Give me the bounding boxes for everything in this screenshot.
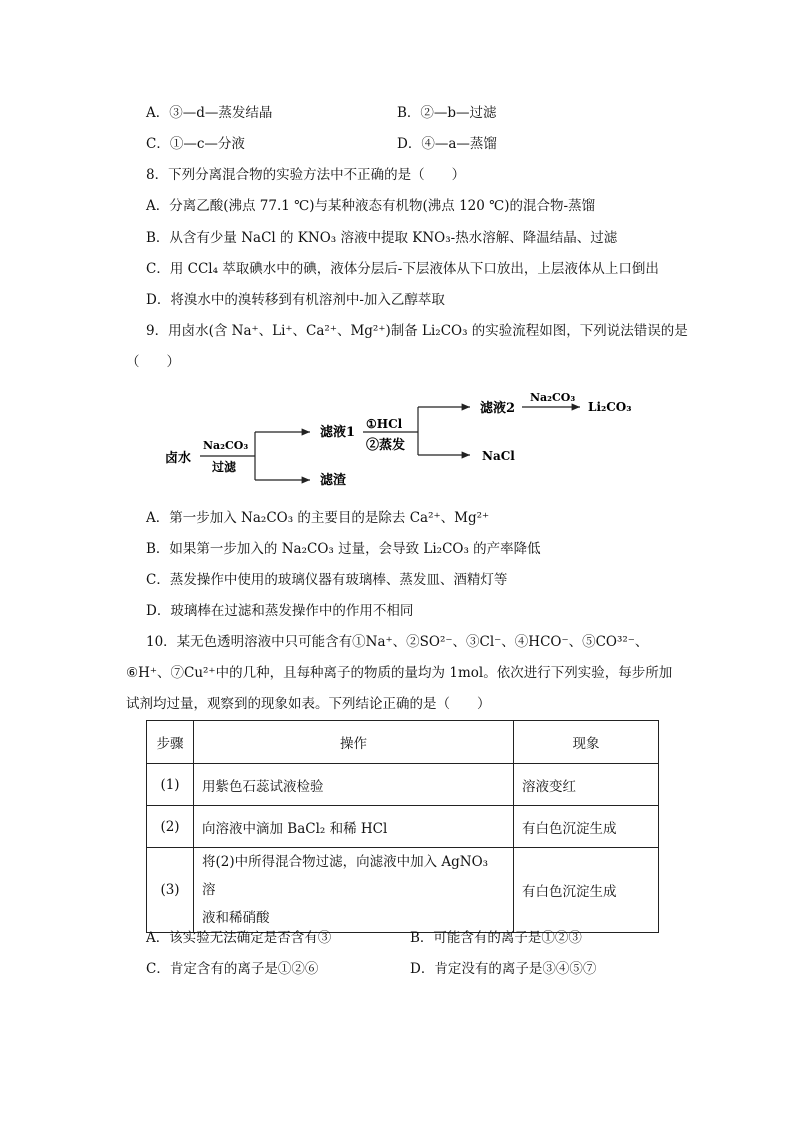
flow-residue: 滤渣 (320, 473, 347, 488)
q10-option-d: D．肯定没有的离子是③④⑤⑦ (410, 961, 597, 977)
table-cell-step: (2) (147, 806, 194, 848)
q7-option-d: D．④—a—蒸馏 (397, 136, 497, 152)
q9-stem: 9．用卤水(含 Na⁺、Li⁺、Ca²⁺、Mg²⁺)制备 Li₂CO₃ 的实验流程如图，下列说法错误的是 (146, 323, 688, 339)
q10-option-c: C．肯定含有的离子是①②⑥ (146, 961, 319, 977)
q9-option-a: A．第一步加入 Na₂CO₃ 的主要目的是除去 Ca²⁺、Mg²⁺ (146, 510, 490, 526)
flow-step2: ②蒸发 (366, 438, 406, 453)
q10-stem-line3: 试剂均过量，观察到的现象如表。下列结论正确的是（ ） (126, 696, 491, 712)
q9-flow-diagram (160, 385, 640, 495)
flow-byproduct: NaCl (482, 449, 515, 463)
flow-reagent1: Na₂CO₃ (203, 439, 249, 452)
q10-stem-line2: ⑥H⁺、⑦Cu²⁺中的几种，且每种离子的物质的量均为 1mol。依次进行下列实验，每步所加 (126, 665, 673, 681)
q7-option-c: C．①—c—分液 (146, 136, 245, 152)
table-cell-op: 用紫色石蕊试液检验 (194, 764, 514, 806)
q10-table (146, 720, 659, 933)
q7-option-a: A．③—d—蒸发结晶 (146, 105, 273, 121)
q9-stem-paren: （ ） (126, 354, 180, 370)
q8-option-b: B．从含有少量 NaCl 的 KNO₃ 溶液中提取 KNO₃-热水溶解、降温结晶、过滤 (146, 230, 618, 246)
flow-start: 卤水 (165, 451, 192, 466)
flow-product: Li₂CO₃ (588, 400, 632, 414)
q10-option-a: A．该实验无法确定是否含有③ (146, 930, 332, 946)
table-cell-op (194, 848, 514, 933)
flow-filtrate2: 滤液2 (480, 401, 516, 416)
table-row (147, 806, 659, 848)
table-cell-step: (3) (147, 848, 194, 933)
table-cell-result: 有白色沉淀生成 (514, 848, 659, 933)
q10-option-b: B．可能含有的离子是①②③ (410, 930, 582, 946)
table-row (147, 764, 659, 806)
flow-reagent2: Na₂CO₃ (530, 391, 576, 404)
q10-stem-line1: 10．某无色透明溶液中只可能含有①Na⁺、②SO²⁻、③Cl⁻、④HCO⁻、⑤CO³²⁻、 (146, 634, 649, 650)
table-cell-result: 溶液变红 (514, 764, 659, 806)
flow-step1: ①HCl (366, 417, 403, 431)
table-cell-op-line1: 将(2)中所得混合物过滤，向滤液中加入 AgNO₃ 溶 (202, 854, 489, 898)
q9-option-c: C．蒸发操作中使用的玻璃仪器有玻璃棒、蒸发皿、酒精灯等 (146, 572, 508, 588)
table-row (147, 848, 659, 933)
table-cell-op-line2: 液和稀硝酸 (202, 910, 270, 926)
table-cell-step: (1) (147, 764, 194, 806)
table-header-op: 操作 (194, 721, 514, 764)
table-header-row (147, 721, 659, 764)
flow-op1: 过滤 (212, 460, 237, 474)
q8-option-a: A．分离乙酸(沸点 77.1 ℃)与某种液态有机物(沸点 120 ℃)的混合物-蒸馏 (146, 198, 596, 214)
table-header-result: 现象 (514, 721, 659, 764)
flow-filtrate1: 滤液1 (320, 425, 356, 440)
q8-option-c: C．用 CCl₄ 萃取碘水中的碘，液体分层后-下层液体从下口放出，上层液体从上口倒出 (146, 261, 659, 277)
q7-option-b: B．②—b—过滤 (397, 105, 497, 121)
table-header-step: 步骤 (147, 721, 194, 764)
q8-stem: 8．下列分离混合物的实验方法中不正确的是（ ） (146, 167, 466, 183)
table-cell-result: 有白色沉淀生成 (514, 806, 659, 848)
q9-option-d: D．玻璃棒在过滤和蒸发操作中的作用不相同 (146, 603, 414, 619)
table-cell-op: 向溶液中滴加 BaCl₂ 和稀 HCl (194, 806, 514, 848)
q9-option-b: B．如果第一步加入的 Na₂CO₃ 过量，会导致 Li₂CO₃ 的产率降低 (146, 541, 541, 557)
q8-option-d: D．将溴水中的溴转移到有机溶剂中-加入乙醇萃取 (146, 292, 445, 308)
